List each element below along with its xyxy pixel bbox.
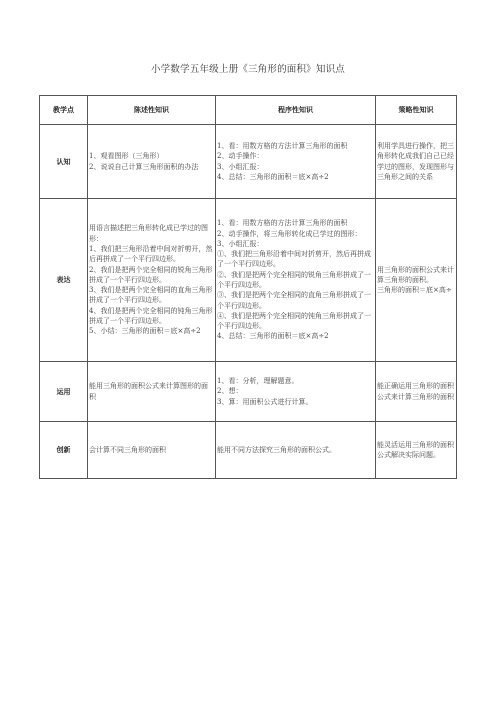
text-line: 4、总结：三角形的面积＝底×高÷2: [217, 172, 329, 181]
knowledge-table: [39, 95, 457, 479]
text-line: 3、小组汇报：: [217, 162, 264, 171]
text-line: 能正确运用三角形的面积公式来计算三角形的面积: [377, 382, 454, 401]
text-line: 2、说说自己计算三角形面积的办法: [89, 162, 199, 171]
text-line: ④、我们是把两个完全相同的钝角三角形拼成了一个平行四边形。: [217, 311, 371, 331]
procedural-cell: [216, 362, 376, 422]
table-row: [40, 362, 457, 422]
strategic-cell: [376, 422, 457, 479]
table-header-row: [40, 96, 457, 125]
table-row: [40, 125, 457, 199]
strategic-cell: [376, 362, 457, 422]
text-line: 1、看：用数方格的方法计算三角形的面积: [217, 219, 348, 228]
text-line: 3、小组汇报：: [217, 239, 264, 248]
text-line: ①、我们把三角形沿着中间对折剪开，然后再拼成了一个平行四边形。: [217, 250, 371, 269]
row-label-cognition: 认知: [40, 125, 88, 199]
declarative-cell: [88, 199, 216, 362]
text-line: 4、我们是把两个完全相同的钝角三角形拼成了一个平行四边形。: [89, 306, 213, 326]
header-declarative: 陈述性知识: [88, 96, 216, 125]
text-line: 4、总结：三角形的面积＝底×高÷2: [217, 332, 329, 341]
procedural-cell: [216, 199, 376, 362]
declarative-cell: [88, 125, 216, 199]
table-row: [40, 422, 457, 479]
procedural-cell: [216, 125, 376, 199]
text-line: 利用学具进行操作，把三角形转化成我们自己已经学过的图形，发现图形与三角形之间的关系: [377, 141, 454, 181]
text-line: ②、我们是把两个完全相同的锐角三角形拼成了一个平行四边形。: [217, 270, 371, 289]
text-line: 能用三角形的面积公式来计算图形的面积: [89, 382, 208, 401]
table-row: [40, 199, 457, 362]
row-label-application: 运用: [40, 362, 88, 422]
page-title: 小学数学五年级上册《三角形的面积》知识点: [150, 64, 345, 75]
text-line: 2、动手操作：: [217, 152, 264, 161]
text-line: 用三角形的面积公式来计算三角形的面积。: [377, 265, 454, 284]
text-line: 2、我们是把两个完全相同的锐角三角形拼成了一个平行四边形。: [89, 265, 213, 284]
strategic-cell: [376, 199, 457, 362]
text-line: 会计算不同三角形的面积: [89, 445, 166, 454]
text-line: 三角形的面积＝底×高÷: [377, 286, 452, 295]
text-line: 3、算：用面积公式进行计算。: [217, 397, 313, 406]
header-strategic: 策略性知识: [376, 96, 457, 125]
declarative-cell: [88, 362, 216, 422]
text-line: ③、我们是把两个完全相同的直角三角形拼成了一个平行四边形。: [217, 291, 371, 310]
header-procedural: 程序性知识: [216, 96, 376, 125]
header-teaching-point: 教学点: [40, 96, 88, 125]
text-line: 1、看：分析，理解题意。: [217, 377, 299, 386]
text-line: 能灵活运用三角形的面积公式解决实际问题。: [377, 440, 454, 459]
text-line: 3、我们是把两个完全相同的直角三角形拼成了一个平行四边形。: [89, 286, 213, 305]
text-line: 1、看：用数方格的方法计算三角形的面积: [217, 141, 348, 150]
declarative-cell: [88, 422, 216, 479]
text-line: 2、动手操作，将三角形转化成已学过的图形：: [217, 229, 362, 238]
text-line: 用语言描述把三角形转化成已学过的图形：: [89, 224, 208, 243]
text-line: 能用不同方法探究三角形的面积公式。: [217, 445, 336, 454]
procedural-cell: [216, 422, 376, 479]
row-label-innovation: 创新: [40, 422, 88, 479]
row-label-expression: 表达: [40, 199, 88, 362]
text-line: 5、小结：三角形的面积＝底×高÷2: [89, 327, 201, 336]
text-line: 1、观看图形（三角形）: [89, 152, 164, 161]
text-line: 2、想：: [217, 387, 243, 396]
strategic-cell: [376, 125, 457, 199]
text-line: 1、我们把三角形沿着中间对折剪开，然后再拼成了一个平行四边形。: [89, 244, 213, 264]
